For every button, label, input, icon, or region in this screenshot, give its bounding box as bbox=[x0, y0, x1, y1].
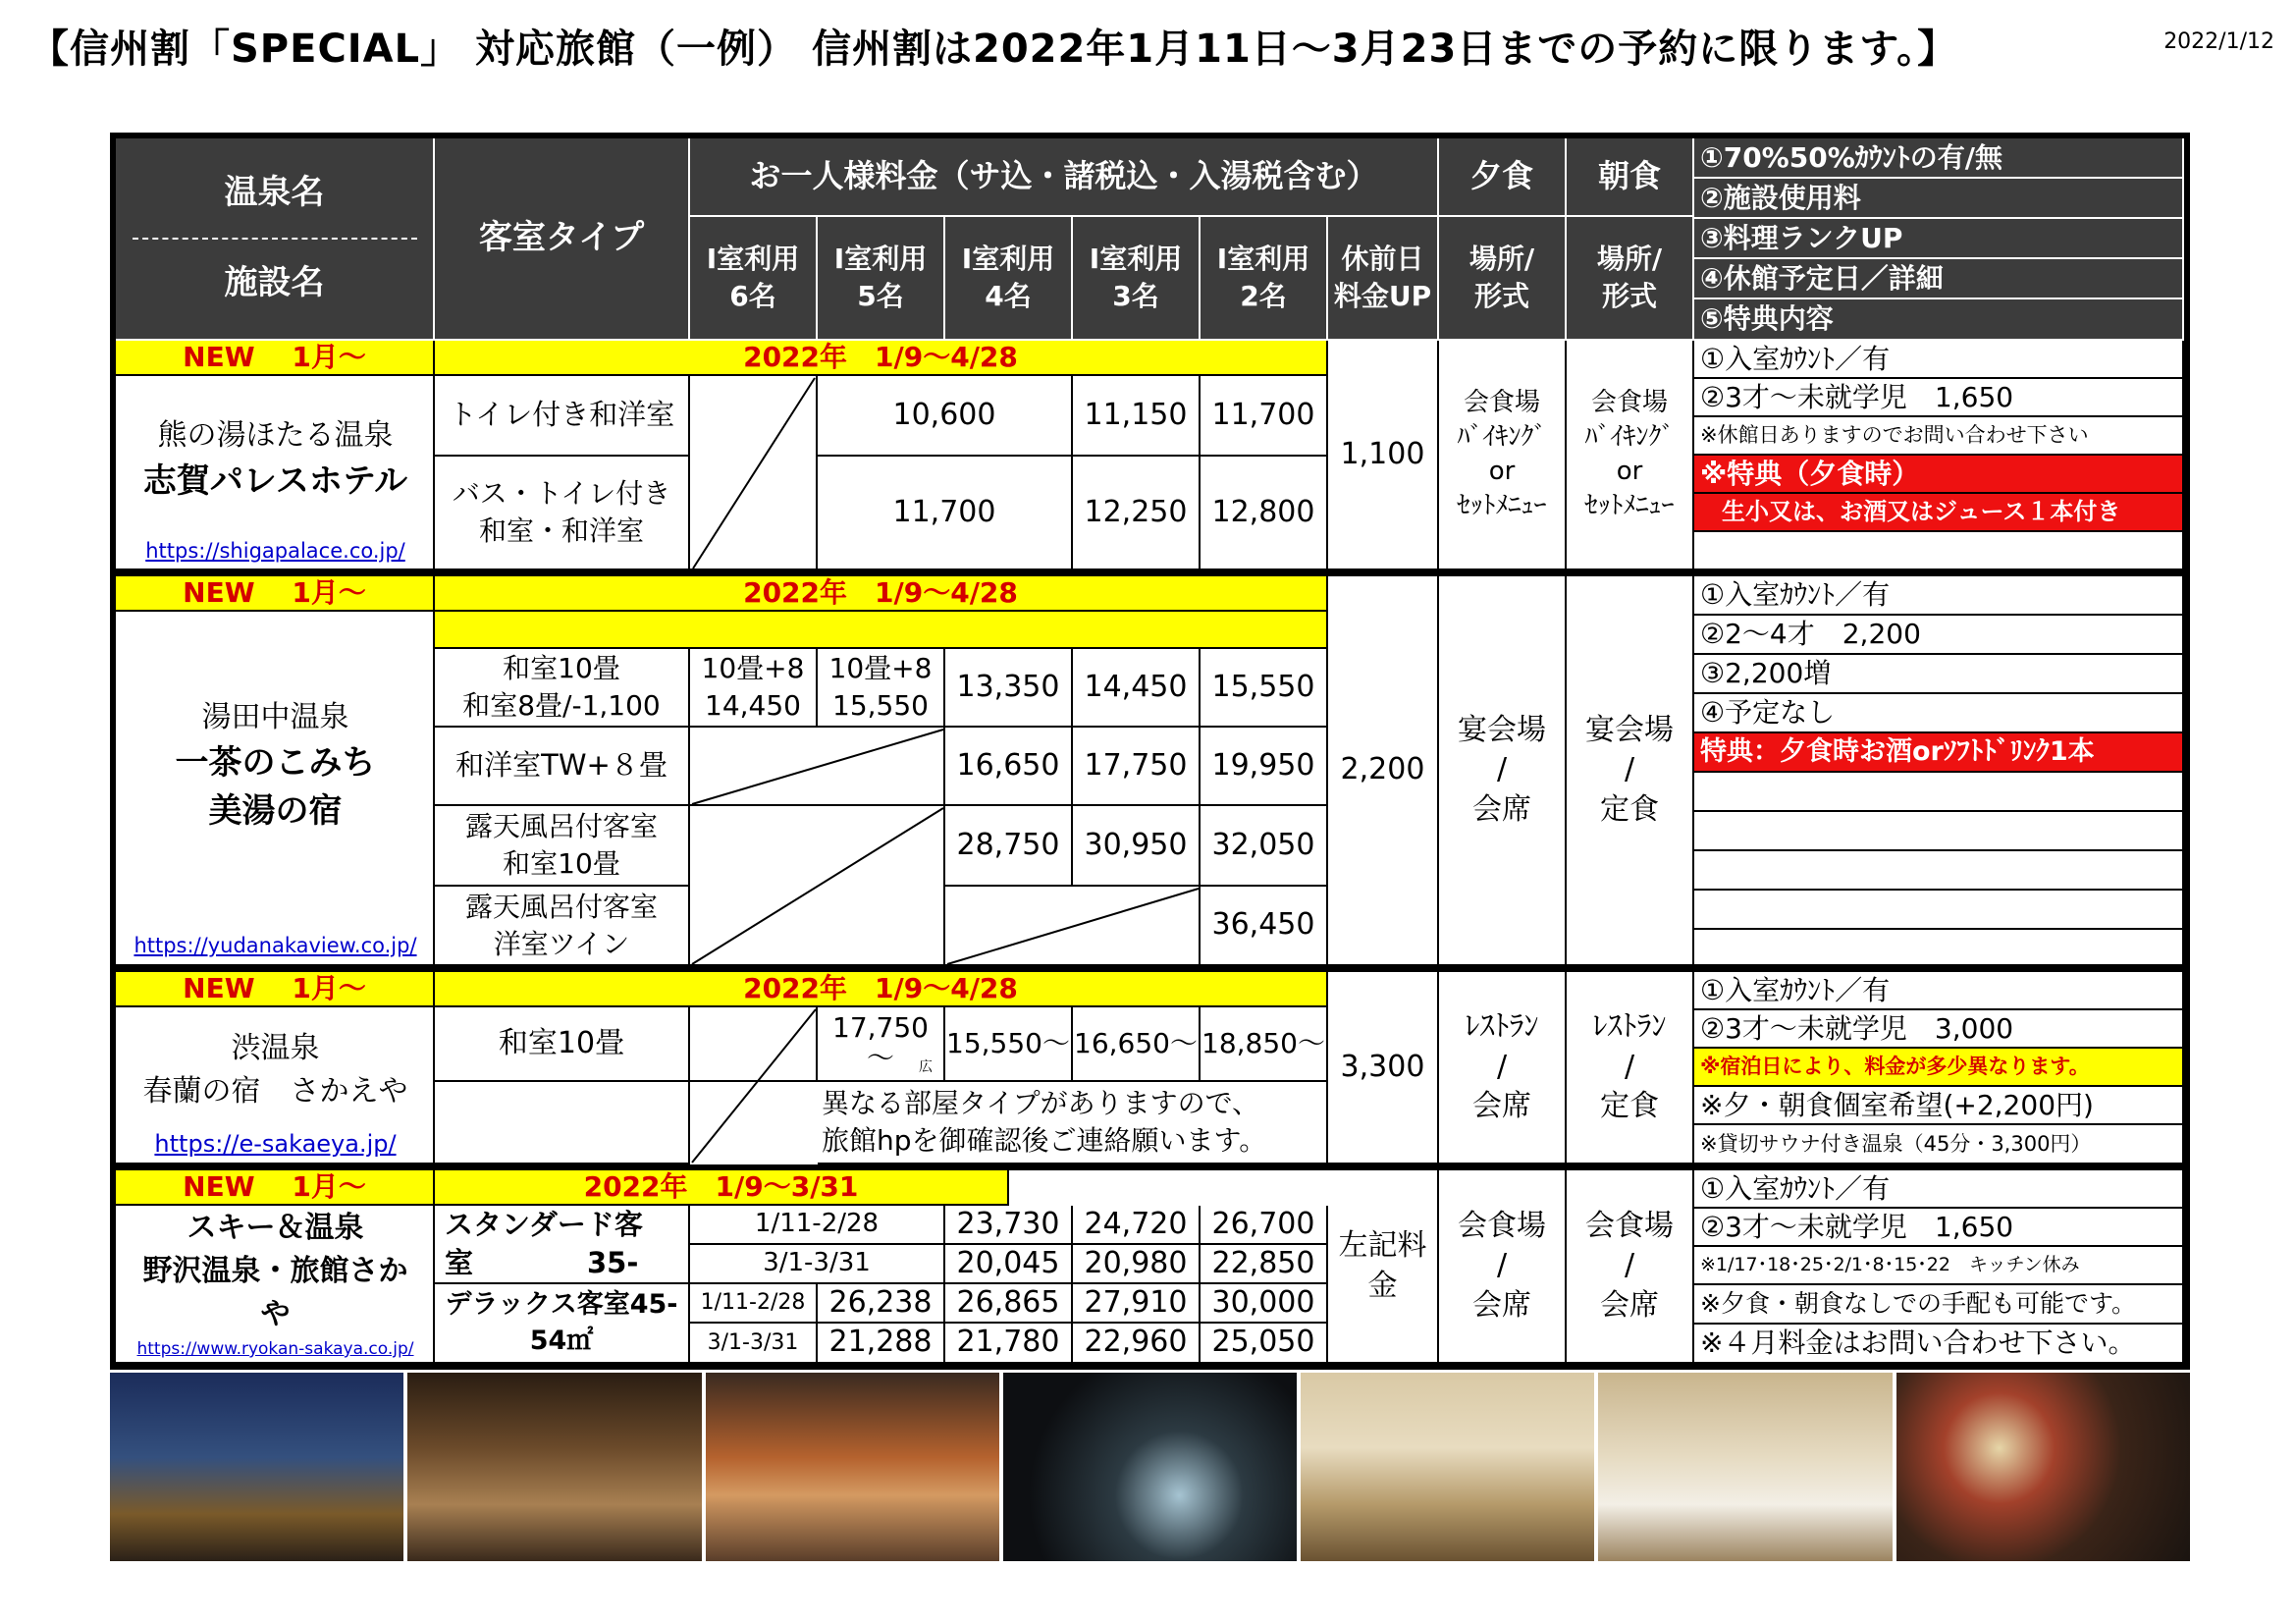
row4-facility bbox=[116, 1199, 435, 1336]
row4-price-3-1: 24,720 bbox=[1073, 1206, 1201, 1245]
row4-price-5-3: 26,238 bbox=[818, 1284, 945, 1324]
row4-facility-name: 野沢温泉・旅館さか や bbox=[142, 1254, 408, 1331]
row4-price-2-4: 25,050 bbox=[1201, 1324, 1328, 1364]
row2-price-3-2: 17,750 bbox=[1073, 728, 1201, 806]
row4-date-1: 1/11-2/28 bbox=[690, 1206, 945, 1245]
row4-price-3-3: 27,910 bbox=[1073, 1284, 1201, 1324]
row2-price-2-4: 36,450 bbox=[1201, 887, 1328, 966]
header-note-3: ③料理ランクUP bbox=[1694, 219, 2184, 259]
row1-room-type-2: バス・トイレ付き 和室・和洋室 bbox=[435, 457, 690, 570]
row4-room-type-1: スタンダード客 室 35- bbox=[435, 1206, 690, 1284]
header-price-title: お一人様料金（サ込・諸税込・入湯税含む） bbox=[690, 138, 1439, 217]
row4-date-4: 3/1-3/31 bbox=[690, 1324, 818, 1364]
row3-note-3: ※宿泊日により、料金が多少異なります。 bbox=[1694, 1049, 2184, 1087]
row4-price-3-4: 22,960 bbox=[1073, 1324, 1201, 1364]
row2-na-diagonal-3 bbox=[690, 806, 945, 966]
row2-onsen-name: 湯田中温泉 bbox=[201, 700, 349, 734]
header-onsen-facility bbox=[116, 138, 435, 341]
row1-na-diagonal bbox=[690, 376, 818, 570]
row4-price-4-4: 21,780 bbox=[945, 1324, 1073, 1364]
photo-japanese-room-bedding bbox=[1598, 1373, 1892, 1561]
row3-onsen-name: 渋温泉 bbox=[231, 1031, 320, 1065]
row4-date-2: 3/1-3/31 bbox=[690, 1245, 945, 1284]
row2-room-type-2: 和洋室TW+８畳 bbox=[435, 728, 690, 806]
header-5-persons: Ⅰ室利用 5名 bbox=[818, 217, 945, 341]
row3-facility bbox=[116, 1022, 435, 1110]
row3-dinner: ﾚｽﾄﾗﾝ / 会席 bbox=[1439, 972, 1567, 1164]
row2-note-5: 特典：夕食時お酒orｿﾌﾄﾄﾞﾘﾝｸ1本 bbox=[1694, 733, 2184, 773]
row1-note-1: ①入室ｶｳﾝﾄ／有 bbox=[1694, 341, 2184, 379]
row2-price-2-1: 15,550 bbox=[1201, 649, 1328, 728]
row2-price-6-1: 10畳+8 14,450 bbox=[690, 649, 818, 728]
row1-breakfast: 会食場 ﾊﾞｲｷﾝｸﾞ or ｾｯﾄﾒﾆｭｰ bbox=[1567, 341, 1694, 570]
row1-note-blank bbox=[1694, 532, 2184, 570]
row3-note-5: ※貸切サウナ付き温泉（45分・3,300円） bbox=[1694, 1125, 2184, 1164]
photo-dark-bath-hall bbox=[1003, 1373, 1297, 1561]
row1-price-45-1: 10,600 bbox=[818, 376, 1073, 457]
row2-holiday: 2,200 bbox=[1328, 576, 1439, 966]
row3-note-2: ②3才～未就学児 3,000 bbox=[1694, 1010, 2184, 1049]
row3-na-diagonal bbox=[690, 1007, 818, 1164]
row2-note-blank-3 bbox=[1694, 851, 2184, 891]
row2-new-badge: NEW 1月～ bbox=[116, 576, 435, 612]
row2-room-type-3: 露天風呂付客室 和室10畳 bbox=[435, 806, 690, 887]
row4-url-link[interactable]: https://www.ryokan-sakaya.co.jp/ bbox=[136, 1339, 414, 1359]
row3-breakfast: ﾚｽﾄﾗﾝ / 定食 bbox=[1567, 972, 1694, 1164]
header-2-persons: Ⅰ室利用 2名 bbox=[1201, 217, 1328, 341]
row3-price-5-suffix: 広 bbox=[919, 1059, 933, 1075]
row4-date-3: 1/11-2/28 bbox=[690, 1284, 818, 1324]
header-facility: 施設名 bbox=[224, 263, 325, 302]
row4-price-2-3: 30,000 bbox=[1201, 1284, 1328, 1324]
row2-note-blank-5 bbox=[1694, 930, 2184, 966]
row4-note-3: ※1/17･18･25･2/1･8･15･22 キッチン休み bbox=[1694, 1247, 2184, 1285]
row3-holiday: 3,300 bbox=[1328, 972, 1439, 1164]
row4-note-1: ①入室ｶｳﾝﾄ／有 bbox=[1694, 1170, 2184, 1209]
row1-note-5: 生小又は、お酒又はジュース１本付き bbox=[1694, 494, 2184, 532]
photo-outdoor-bath-garden bbox=[706, 1373, 999, 1561]
row2-breakfast: 宴会場 / 定食 bbox=[1567, 576, 1694, 966]
row4-holiday: 左記料 金 bbox=[1328, 1170, 1439, 1364]
header-room-type: 客室タイプ bbox=[435, 138, 690, 341]
row2-facility-name: 一茶のこみち 美湯の宿 bbox=[175, 743, 376, 831]
row2-room-type-4: 露天風呂付客室 洋室ツイン bbox=[435, 887, 690, 966]
row2-na-diagonal-4 bbox=[945, 887, 1201, 966]
row1-new-badge: NEW 1月～ bbox=[116, 341, 435, 376]
header-6-persons: Ⅰ室利用 6名 bbox=[690, 217, 818, 341]
row2-note-1: ①入室ｶｳﾝﾄ／有 bbox=[1694, 576, 2184, 616]
header-3-persons: Ⅰ室利用 3名 bbox=[1073, 217, 1201, 341]
photo-kaiseki-dinner bbox=[1896, 1373, 2190, 1561]
row1-price-3-2: 12,250 bbox=[1073, 457, 1201, 570]
row3-note-4: ※夕・朝食個室希望(+2,200円) bbox=[1694, 1087, 2184, 1125]
row2-note-3: ③2,200増 bbox=[1694, 655, 2184, 694]
row4-breakfast: 会食場 / 会席 bbox=[1567, 1170, 1694, 1364]
row4-price-4-1: 23,730 bbox=[945, 1206, 1073, 1245]
row3-room-type-1: 和室10畳 bbox=[435, 1007, 690, 1082]
row1-price-45-2: 11,700 bbox=[818, 457, 1073, 570]
row3-facility-name: 春蘭の宿 さかえや bbox=[142, 1074, 408, 1109]
row1-price-2-2: 12,800 bbox=[1201, 457, 1328, 570]
header-note-5: ⑤特典内容 bbox=[1694, 299, 2184, 341]
row4-price-2-1: 26,700 bbox=[1201, 1206, 1328, 1245]
row1-dinner: 会食場 ﾊﾞｲｷﾝｸﾞ or ｾｯﾄﾒﾆｭｰ bbox=[1439, 341, 1567, 570]
row2-note-blank-4 bbox=[1694, 891, 2184, 930]
photo-japanese-room bbox=[1301, 1373, 1594, 1561]
row1-onsen-name: 熊の湯ほたる温泉 bbox=[157, 417, 394, 453]
row3-price-3: 16,650～ bbox=[1073, 1007, 1201, 1082]
row4-room-type-2: デラックス客室45- 54㎡ bbox=[435, 1284, 690, 1364]
row2-period: 2022年 1/9～4/28 bbox=[435, 576, 1328, 612]
row2-na-diagonal-2 bbox=[690, 728, 945, 806]
row2-note-blank-2 bbox=[1694, 812, 2184, 851]
row1-period: 2022年 1/9～4/28 bbox=[435, 341, 1328, 376]
row1-room-type-1: トイレ付き和洋室 bbox=[435, 376, 690, 457]
row1-note-3: ※休館日ありますのでお問い合わせ下さい bbox=[1694, 417, 2184, 456]
header-note-2: ②施設使用料 bbox=[1694, 179, 2184, 219]
row3-price-5: 17,750 ～ bbox=[818, 1007, 945, 1082]
row3-price-2: 18,850～ bbox=[1201, 1007, 1328, 1082]
row1-url-link[interactable]: https://shigapalace.co.jp/ bbox=[145, 539, 405, 563]
header-holiday: 休前日 料金UP bbox=[1328, 217, 1439, 341]
row3-new-badge: NEW 1月～ bbox=[116, 972, 435, 1007]
row2-facility bbox=[116, 698, 435, 831]
row2-price-4-2: 16,650 bbox=[945, 728, 1073, 806]
page-title: 【信州割「SPECIAL」 対応旅館（一例） 信州割は2022年1月11日～3月23日までの予約に限ります。】 bbox=[29, 27, 1958, 72]
row4-price-4-2: 20,045 bbox=[945, 1245, 1073, 1284]
row1-note-4: ※特典（夕食時） bbox=[1694, 456, 2184, 494]
header-note-4: ④休館予定日／詳細 bbox=[1694, 259, 2184, 299]
row2-price-3-3: 30,950 bbox=[1073, 806, 1201, 887]
row2-price-4-1: 13,350 bbox=[945, 649, 1073, 728]
photo-hotel-exterior-night bbox=[110, 1373, 403, 1561]
header-dinner-place: 場所/ 形式 bbox=[1439, 217, 1567, 341]
row4-note-4: ※夕食・朝食なしでの手配も可能です。 bbox=[1694, 1285, 2184, 1325]
header-breakfast: 朝食 bbox=[1567, 138, 1694, 217]
header-note-1: ①70%50%ｶｳﾝﾄの有/無 bbox=[1694, 138, 2184, 179]
row3-room-type-blank bbox=[435, 1082, 690, 1164]
row2-yellow-band bbox=[435, 612, 1328, 649]
row2-note-blank-1 bbox=[1694, 773, 2184, 812]
header-onsen: 温泉名 bbox=[224, 173, 325, 213]
row4-price-5-4: 21,288 bbox=[818, 1324, 945, 1364]
row4-price-2-2: 22,850 bbox=[1201, 1245, 1328, 1284]
row2-price-3-1: 14,450 bbox=[1073, 649, 1201, 728]
row1-price-3-1: 11,150 bbox=[1073, 376, 1201, 457]
row1-facility bbox=[116, 402, 435, 510]
row2-price-5-1: 10畳+8 15,550 bbox=[818, 649, 945, 728]
row4-price-4-3: 26,865 bbox=[945, 1284, 1073, 1324]
row4-note-2: ②3才～未就学児 1,650 bbox=[1694, 1209, 2184, 1247]
document-date: 2022/1/12 bbox=[2163, 29, 2274, 54]
row2-room-type-1: 和室10畳 和室8畳/-1,100 bbox=[435, 649, 690, 728]
row1-facility-name: 志賀パレスホテル bbox=[142, 460, 408, 501]
row2-price-2-3: 32,050 bbox=[1201, 806, 1328, 887]
row1-note-2: ②3才～未就学児 1,650 bbox=[1694, 379, 2184, 417]
row4-period: 2022年 1/9～3/31 bbox=[435, 1170, 1009, 1206]
row2-dinner: 宴会場 / 会席 bbox=[1439, 576, 1567, 966]
header-breakfast-place: 場所/ 形式 bbox=[1567, 217, 1694, 341]
header-dinner: 夕食 bbox=[1439, 138, 1567, 217]
row4-new-badge: NEW 1月～ bbox=[116, 1170, 435, 1206]
row4-dinner: 会食場 / 会席 bbox=[1439, 1170, 1567, 1364]
row4-price-3-2: 20,980 bbox=[1073, 1245, 1201, 1284]
row2-url-link[interactable]: https://yudanakaview.co.jp/ bbox=[133, 934, 417, 957]
row3-url-link[interactable]: https://e-sakaeya.jp/ bbox=[154, 1130, 397, 1158]
row3-note-1: ①入室ｶｳﾝﾄ／有 bbox=[1694, 972, 2184, 1010]
header-4-persons: Ⅰ室利用 4名 bbox=[945, 217, 1073, 341]
row4-onsen-name: スキー＆温泉 bbox=[187, 1211, 364, 1245]
header-dashed-divider bbox=[133, 238, 417, 240]
row3-price-4: 15,550～ bbox=[945, 1007, 1073, 1082]
photo-wooden-bath bbox=[407, 1373, 701, 1561]
price-table bbox=[110, 133, 2190, 1370]
row1-price-2-1: 11,700 bbox=[1201, 376, 1328, 457]
row2-note-4: ④予定なし bbox=[1694, 694, 2184, 733]
photo-strip bbox=[110, 1373, 2190, 1561]
row2-price-4-3: 28,750 bbox=[945, 806, 1073, 887]
row2-note-2: ②2～4才 2,200 bbox=[1694, 616, 2184, 655]
row1-holiday: 1,100 bbox=[1328, 341, 1439, 570]
row3-remark: 異なる部屋タイプがありますので、 旅館hpを御確認後ご連絡願います。 bbox=[818, 1082, 1328, 1164]
row2-price-2-2: 19,950 bbox=[1201, 728, 1328, 806]
row3-period: 2022年 1/9～4/28 bbox=[435, 972, 1328, 1007]
row4-note-5: ※４月料金はお問い合わせ下さい。 bbox=[1694, 1325, 2184, 1364]
